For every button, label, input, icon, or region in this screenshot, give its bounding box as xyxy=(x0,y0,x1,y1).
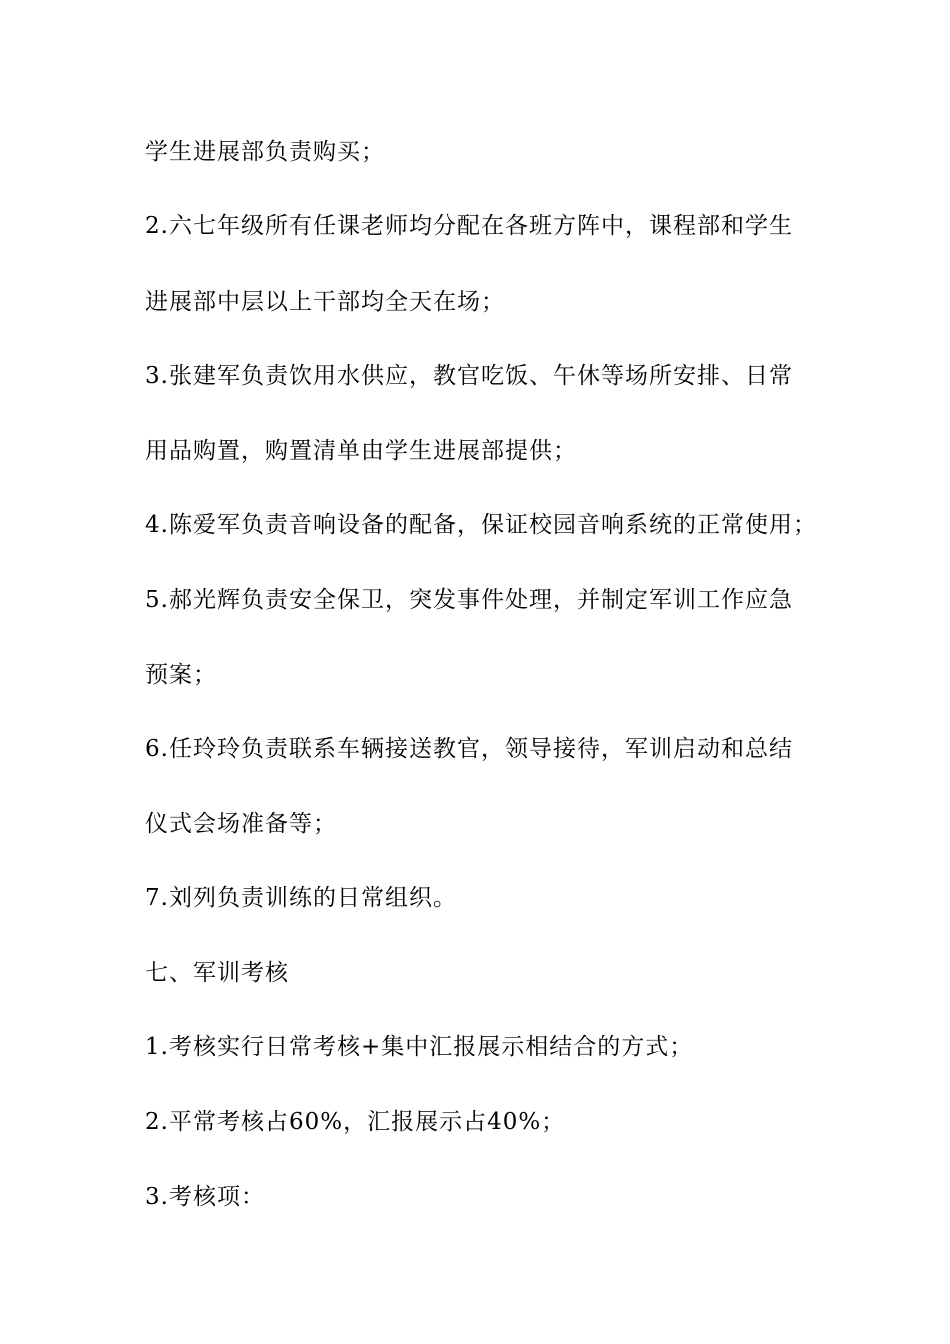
text-line: 2.平常考核占60%，汇报展示占40%； xyxy=(145,1109,566,1135)
text-line: 3.考核项： xyxy=(145,1184,265,1210)
text-line: 2.六七年级所有任课老师均分配在各班方阵中，课程部和学生 xyxy=(145,213,793,239)
text-line: 用品购置，购置清单由学生进展部提供； xyxy=(145,438,577,464)
text-line: 学生进展部负责购买； xyxy=(145,139,385,165)
text-line: 仪式会场准备等； xyxy=(145,811,337,837)
text-line: 5.郝光辉负责安全保卫，突发事件处理，并制定军训工作应急 xyxy=(145,587,793,613)
text-line: 3.张建军负责饮用水供应，教官吃饭、午休等场所安排、日常 xyxy=(145,363,793,389)
section-heading: 七、军训考核 xyxy=(145,960,289,986)
text-line: 预案； xyxy=(145,662,217,688)
text-line: 1.考核实行日常考核+集中汇报展示相结合的方式； xyxy=(145,1034,694,1060)
text-line: 7.刘列负责训练的日常组织。 xyxy=(145,885,457,911)
text-line: 4.陈爱军负责音响设备的配备，保证校园音响系统的正常使用； xyxy=(145,512,817,538)
text-line: 6.任玲玲负责联系车辆接送教官，领导接待，军训启动和总结 xyxy=(145,736,793,762)
text-line: 进展部中层以上干部均全天在场； xyxy=(145,289,505,315)
